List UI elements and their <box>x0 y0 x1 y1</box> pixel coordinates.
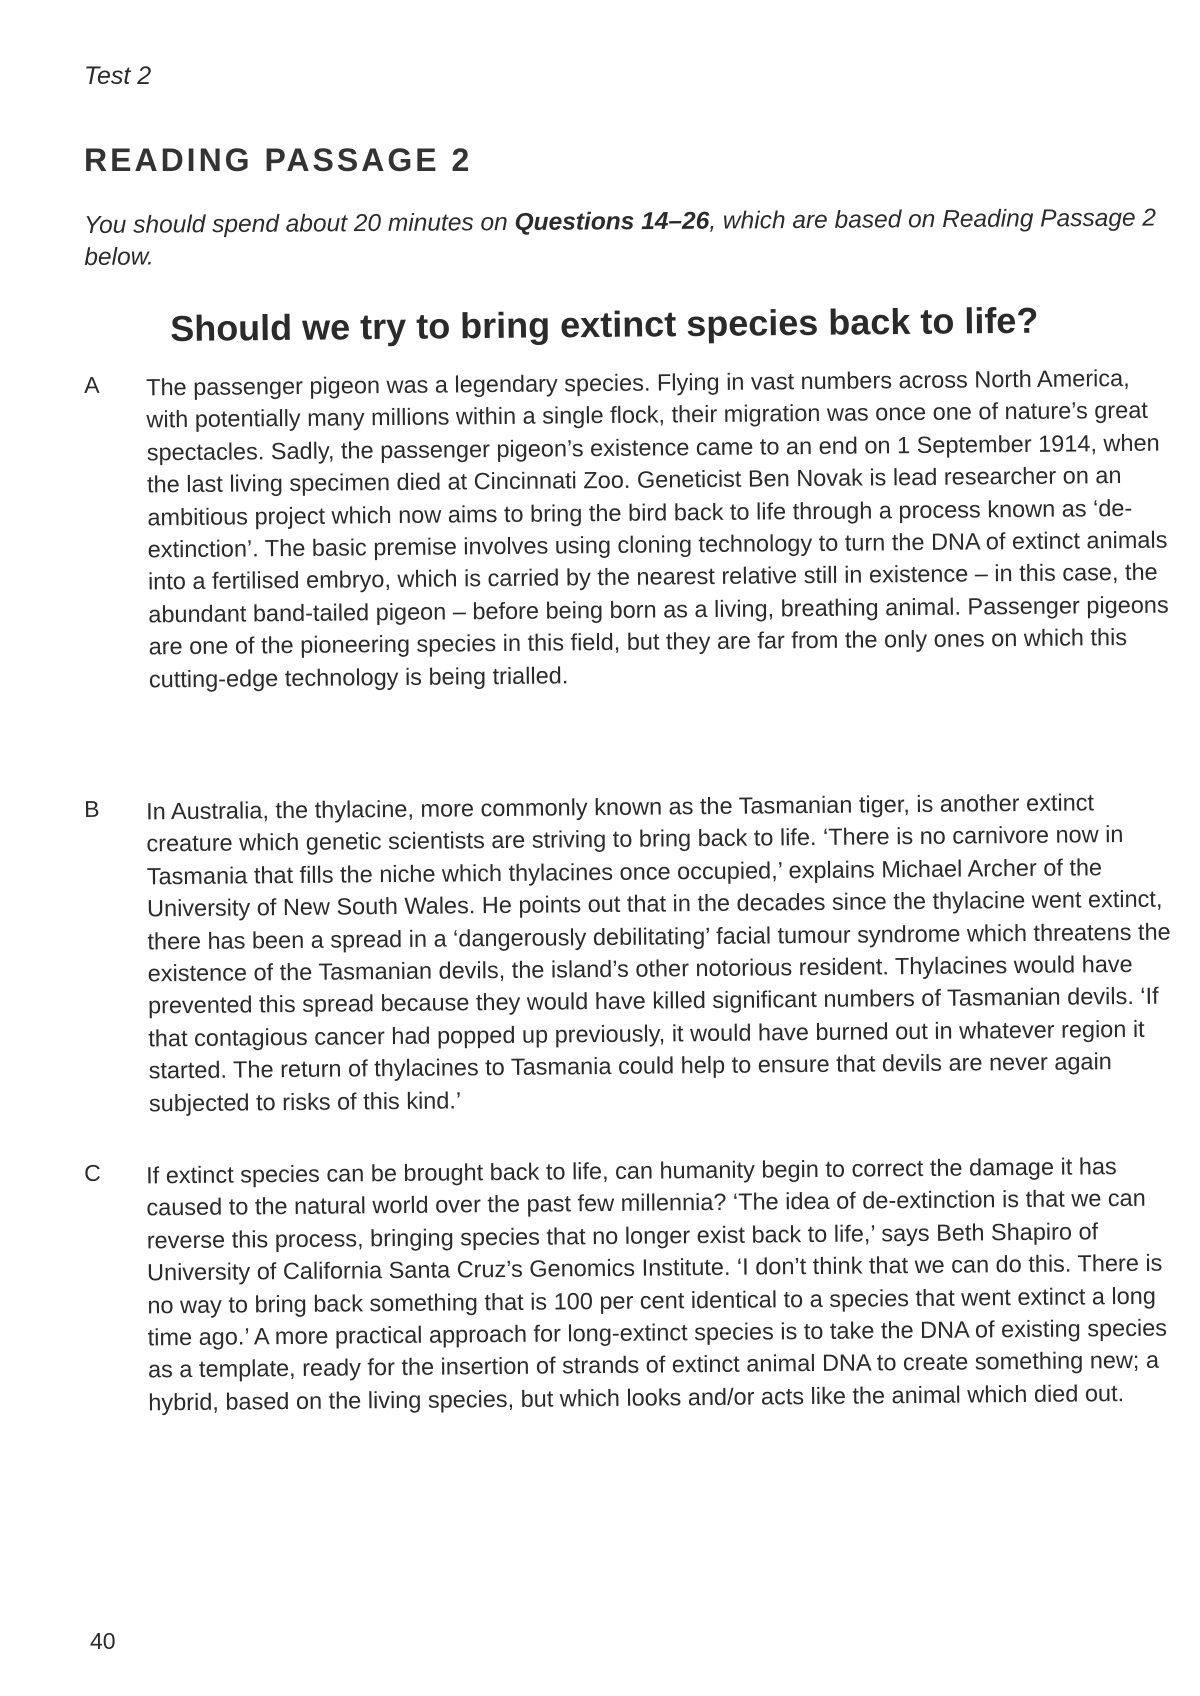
page-number: 40 <box>90 1628 116 1654</box>
paragraph-text: In Australia, the thylacine, more commonly known as the Tasmanian tiger, is another extinct creature which genetic scientists are striving to bring back to life. ‘There is no carnivore now in Tasmania that fills the niche which thylacines once occupied,’ explains Michael Archer of the University of New South Wales. He points out that in the decades since the thylacine went extinct, there has been a spread in a ‘dangerously debilitating’ facial tumour syndrome which threatens the existence of the Tasmanian devils, the island’s other notorious resident. Thylacines would have prevented this spread because they would have killed significant numbers of Tasmanian devils. ‘If that contagious cancer had popped up previously, it would have burned out in whatever region it started. The return of thylacines to Tasmania could help to ensure that devils are never again subjected to risks of this kind.’ <box>146 789 1171 1117</box>
instructions-lead: You should spend about 20 minutes on <box>84 208 515 239</box>
paragraph-letter: B <box>84 795 100 822</box>
passage-title: Should we try to bring extinct species back to life? <box>170 299 1039 349</box>
instructions-questions: Questions 14–26 <box>514 207 710 236</box>
instructions-tail: , which are based on Reading Passage 2 below. <box>84 204 1157 271</box>
paragraph-c <box>84 1149 1184 1416</box>
running-head: Test 2 <box>84 62 152 90</box>
paragraph-b <box>84 785 1184 1117</box>
section-title: READING PASSAGE 2 <box>84 142 473 178</box>
paragraph-letter: A <box>84 371 100 398</box>
instructions <box>84 202 1164 274</box>
paragraph-text: If extinct species can be brought back to life, can humanity begin to correct the damage it has caused to the natural world over the past few millennia? ‘The idea of de-extinction is that we can reverse this process, bringing species that no longer exist back to life,’ says Beth Shapiro of University of California Santa Cruz’s Genomics Institute. ‘I don’t think that we can do this. There is no way to bring back something that is 100 per cent identical to a species that went extinct a long time ago.’ A more practical approach for long-extinct species is to take the DNA of existing species as a template, ready for the insertion of strands of extinct animal DNA to create something new; a hybrid, based on the living species, but which looks and/or acts like the animal which died out. <box>146 1153 1168 1416</box>
paragraph-text: The passenger pigeon was a legendary species. Flying in vast numbers across North America, with potentially many millions within a single flock, their migration was once one of nature’s great spectacles. Sadly, the passenger pigeon’s existence came to an end on 1 September 1914, when the last living specimen died at Cincinnati Zoo. Geneticist Ben Novak is lead researcher on an ambitious project which now aims to bring the bird back to life through a process known as ‘de-extinction’. The basic premise involves using cloning technology to turn the DNA of extinct animals into a fertilised embryo, which is carried by the nearest relative still in existence – in this case, the abundant band-tailed pigeon – before being born as a living, breathing animal. Passenger pigeons are one of the pioneering species in this field, but they are far from the only ones on which this cutting-edge technology is being trialled. <box>146 364 1169 693</box>
paragraph-a <box>84 361 1184 693</box>
paragraph-letter: C <box>84 1159 101 1186</box>
